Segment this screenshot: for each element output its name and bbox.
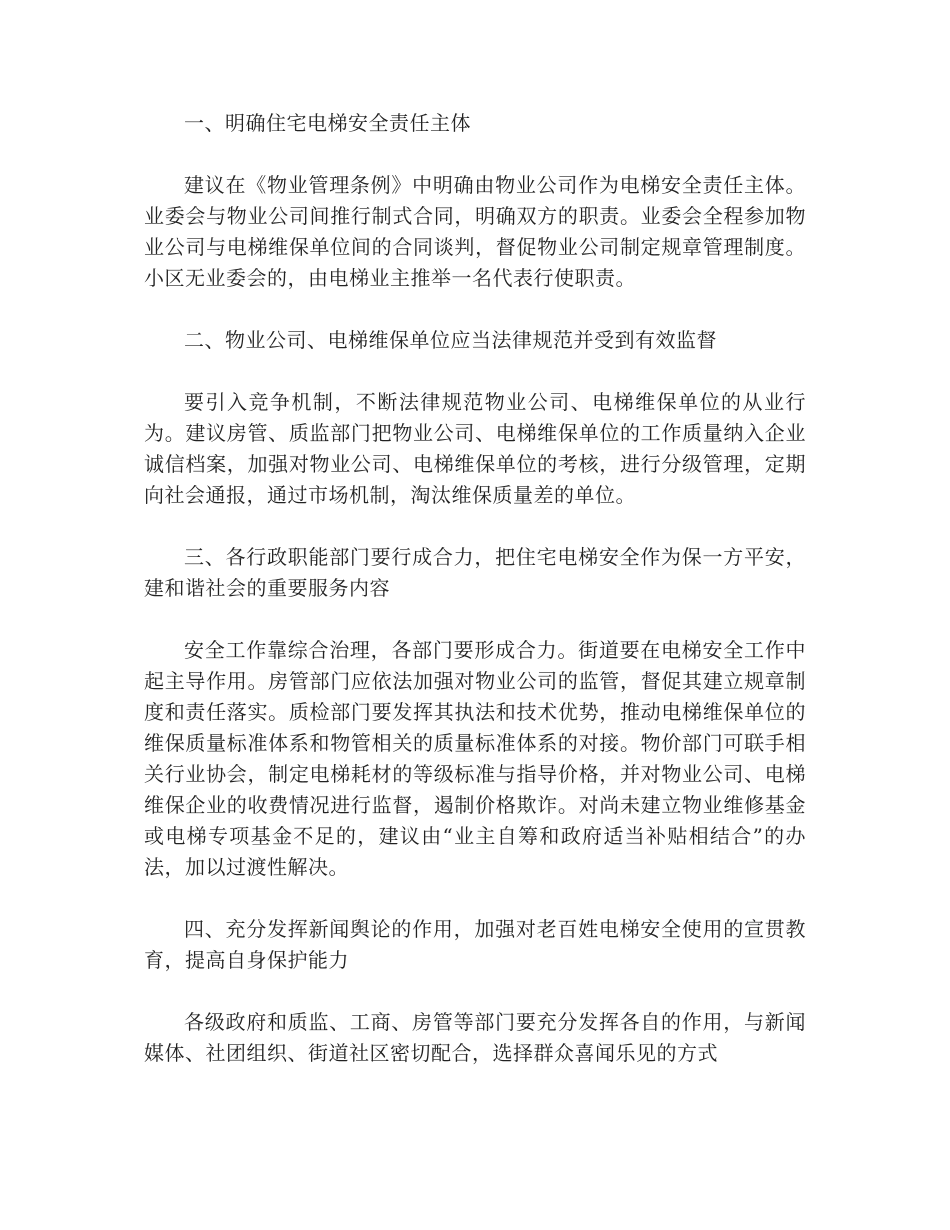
section-heading-1: 一、明确住宅电梯安全责任主体 bbox=[184, 111, 471, 135]
section-body-4: 各级政府和质监、工商、房管等部门要充分发挥各自的作用，与新闻媒体、社团组织、街道社区密切配合，选择群众喜闻乐见的方式 bbox=[144, 1010, 806, 1065]
document-body bbox=[144, 108, 806, 1069]
section-body-3: 安全工作靠综合治理，各部门要形成合力。街道要在电梯安全工作中起主导作用。房管部门应依法加强对物业公司的监管，督促其建立规章制度和责任落实。质检部门要发挥其执法和技术优势，推动电梯维保单位的维保质量标准体系和物管相关的质量标准体系的对接。物价部门可联手相关行业协会，制定电梯耗材的等级标准与指导价格，并对物业公司、电梯维保企业的收费情况进行监督，遏制价格欺诈。对尚未建立物业维修基金或电梯专项基金不足的，建议由“业主自筹和政府适当补贴相结合”的办法，加以过渡性解决。 bbox=[144, 638, 806, 879]
section-body-1: 建议在《物业管理条例》中明确由物业公司作为电梯安全责任主体。业委会与物业公司间推行制式合同，明确双方的职责。业委会全程参加物业公司与电梯维保单位间的合同谈判，督促物业公司制定规章管理制度。小区无业委会的，由电梯业主推举一名代表行使职责。 bbox=[144, 173, 806, 290]
section-heading-4: 四、充分发挥新闻舆论的作用，加强对老百姓电梯安全使用的宣贯教育，提高自身保护能力 bbox=[144, 917, 806, 972]
section-heading-3: 三、各行政职能部门要行成合力，把住宅电梯安全作为保一方平安，建和谐社会的重要服务内容 bbox=[144, 545, 806, 600]
section-heading-2: 二、物业公司、电梯维保单位应当法律规范并受到有效监督 bbox=[184, 328, 717, 352]
section-body-2: 要引入竞争机制，不断法律规范物业公司、电梯维保单位的从业行为。建议房管、质监部门把物业公司、电梯维保单位的工作质量纳入企业诚信档案，加强对物业公司、电梯维保单位的考核，进行分级管理，定期向社会通报，通过市场机制，淘汰维保质量差的单位。 bbox=[144, 390, 806, 507]
